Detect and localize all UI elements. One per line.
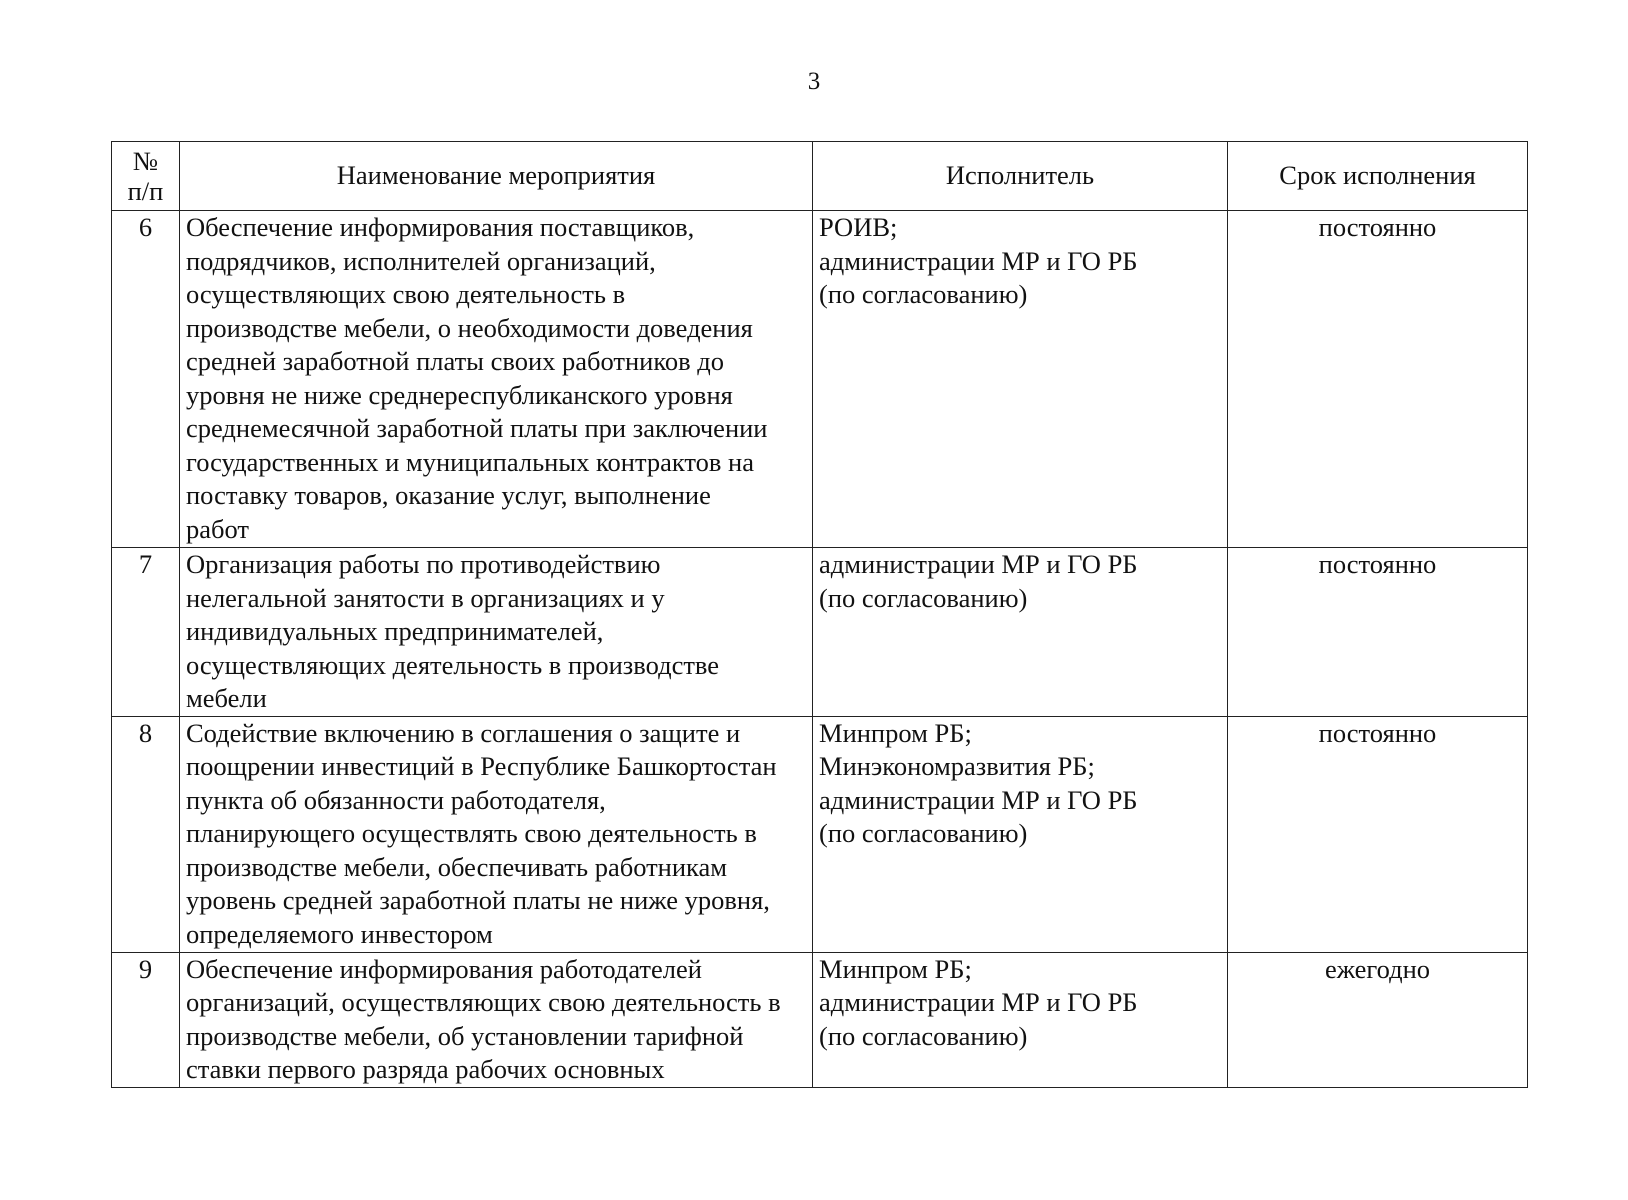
table-row	[112, 211, 1528, 548]
row-activity: Обеспечение информирования поставщиков, подрядчиков, исполнителей организаций, осуществляющих свою деятельность в производстве мебели, о необходимости доведения средней заработной платы своих работников до уровня не ниже среднереспубликанского уровня среднемесячной заработной платы при заключении государственных и муниципальных контрактов на поставку товаров, оказание услуг, выполнение работ	[180, 211, 813, 548]
row-activity: Содействие включению в соглашения о защите и поощрении инвестиций в Республике Башкортостан пункта об обязанности работодателя, планирующего осуществлять свою деятельность в производстве мебели, обеспечивать работникам уровень средней заработной платы не ниже уровня, определяемого инвестором	[180, 716, 813, 952]
header-number: № п/п	[112, 142, 180, 211]
header-deadline: Срок исполнения	[1228, 142, 1528, 211]
row-deadline: постоянно	[1228, 548, 1528, 717]
row-executor: администрации МР и ГО РБ (по согласованию)	[813, 548, 1228, 717]
row-number: 8	[112, 716, 180, 952]
header-executor: Исполнитель	[813, 142, 1228, 211]
table-row	[112, 952, 1528, 1087]
row-deadline: постоянно	[1228, 716, 1528, 952]
table-header-row	[112, 142, 1528, 211]
table-row	[112, 548, 1528, 717]
row-number: 7	[112, 548, 180, 717]
row-activity: Организация работы по противодействию нелегальной занятости в организациях и у индивидуальных предпринимателей, осуществляющих деятельность в производстве мебели	[180, 548, 813, 717]
row-deadline: ежегодно	[1228, 952, 1528, 1087]
row-deadline: постоянно	[1228, 211, 1528, 548]
row-executor: Минпром РБ; Минэкономразвития РБ; администрации МР и ГО РБ (по согласованию)	[813, 716, 1228, 952]
activities-table	[111, 141, 1528, 1088]
row-executor: Минпром РБ; администрации МР и ГО РБ (по согласованию)	[813, 952, 1228, 1087]
row-number: 6	[112, 211, 180, 548]
page-number: 3	[807, 68, 821, 95]
row-number: 9	[112, 952, 180, 1087]
header-activity: Наименование мероприятия	[180, 142, 813, 211]
row-activity: Обеспечение информирования работодателей организаций, осуществляющих свою деятельность в производстве мебели, об установлении тарифной ставки первого разряда рабочих основных	[180, 952, 813, 1087]
row-executor: РОИВ; администрации МР и ГО РБ (по согласованию)	[813, 211, 1228, 548]
table-row	[112, 716, 1528, 952]
